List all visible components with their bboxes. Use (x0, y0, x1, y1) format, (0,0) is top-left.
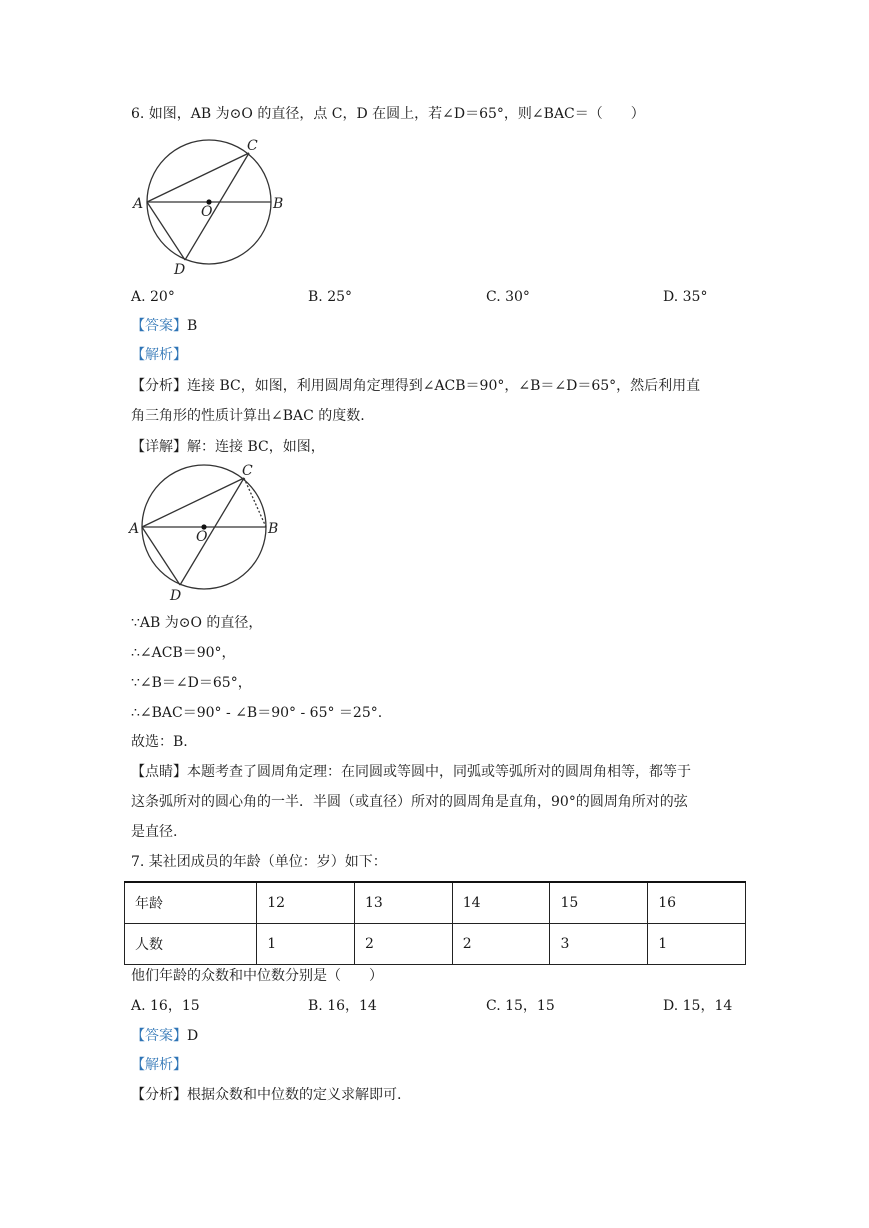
table-cell: 1 (648, 924, 746, 965)
q6-answer (131, 316, 197, 336)
q6-stem: 6. 如图，AB 为⊙O 的直径，点 C，D 在圆上，若∠D＝65°，则∠BAC＝（ ） (131, 106, 645, 122)
q6-option-b: B. 25° (308, 289, 353, 305)
q6-xiangjie (131, 437, 325, 457)
label-A: A (133, 196, 144, 212)
label-O: O (196, 529, 208, 545)
q6-step-2: ∴∠ACB＝90°， (131, 645, 236, 661)
q7-option-b: B. 16，14 (308, 998, 377, 1014)
dianjing-text: 本题考查了圆周角定理：在同圆或等圆中，同弧或等弧所对的圆周角相等，都等于 (187, 764, 691, 780)
table-cell: 13 (354, 882, 452, 924)
answer-value: B (187, 318, 198, 334)
label-C: C (247, 138, 258, 154)
q6-option-d: D. 35° (663, 289, 708, 305)
q6-jiexi: 【解析】 (131, 347, 187, 363)
label-B: B (273, 196, 284, 212)
table-cell: 3 (550, 924, 648, 965)
table-cell: 2 (354, 924, 452, 965)
label-C: C (242, 463, 253, 479)
table-cell: 人数 (125, 924, 257, 965)
q6-figure-2 (128, 463, 288, 608)
q6-figure-1 (130, 134, 290, 279)
table-cell: 16 (648, 882, 746, 924)
q6-step-4: ∴∠BAC＝90° - ∠B＝90° - 65° ＝25°. (131, 705, 383, 721)
fenxi-text: 连接 BC，如图，利用圆周角定理得到∠ACB＝90°，∠B＝∠D＝65°，然后利用直 (187, 378, 701, 394)
table-cell: 15 (550, 882, 648, 924)
table-cell: 年龄 (125, 882, 257, 924)
q6-dianjing-line3: 是直径. (131, 824, 178, 840)
q6-option-a: A. 20° (131, 289, 175, 305)
q7-stem: 7. 某社团成员的年龄（单位：岁）如下： (131, 854, 387, 870)
answer-value: D (187, 1028, 199, 1044)
q7-option-d: D. 15，14 (663, 998, 733, 1014)
q6-dianjing-line2: 这条弧所对的圆心角的一半．半圆（或直径）所对的圆周角是直角，90°的圆周角所对的弦 (131, 794, 688, 810)
q6-fenxi-line2: 角三角形的性质计算出∠BAC 的度数. (131, 408, 365, 424)
q6-step-3: ∵∠B＝∠D＝65°， (131, 675, 252, 691)
fenxi-tag: 【分析】 (131, 1087, 187, 1103)
label-B: B (268, 521, 279, 537)
table-cell: 12 (257, 882, 355, 924)
q6-option-c: C. 30° (486, 289, 530, 305)
table-cell: 1 (257, 924, 355, 965)
label-D: D (170, 588, 182, 604)
q7-option-c: C. 15，15 (486, 998, 555, 1014)
q6-step-1: ∵AB 为⊙O 的直径， (131, 615, 263, 631)
xiangjie-text: 解：连接 BC，如图， (187, 439, 325, 455)
q7-answer (131, 1026, 198, 1046)
answer-tag: 【答案】 (131, 318, 187, 334)
q7-fenxi (131, 1085, 401, 1105)
q7-jiexi: 【解析】 (131, 1057, 187, 1073)
q6-dianjing-line1 (131, 762, 691, 782)
answer-tag: 【答案】 (131, 1028, 187, 1044)
q6-fenxi-line1 (131, 376, 700, 396)
table-cell: 14 (452, 882, 550, 924)
table-cell: 2 (452, 924, 550, 965)
q6-step-5: 故选：B. (131, 734, 188, 750)
dianjing-tag: 【点睛】 (131, 764, 187, 780)
table-row (125, 924, 746, 965)
table-row (125, 882, 746, 924)
age-table (124, 881, 746, 965)
q7-option-a: A. 16，15 (131, 998, 200, 1014)
fenxi-text: 根据众数和中位数的定义求解即可. (187, 1087, 402, 1103)
xiangjie-tag: 【详解】 (131, 439, 187, 455)
label-A: A (129, 521, 140, 537)
label-D: D (174, 262, 186, 278)
q7-question: 他们年龄的众数和中位数分别是（ ） (131, 968, 383, 984)
label-O: O (201, 204, 213, 220)
fenxi-tag: 【分析】 (131, 378, 187, 394)
